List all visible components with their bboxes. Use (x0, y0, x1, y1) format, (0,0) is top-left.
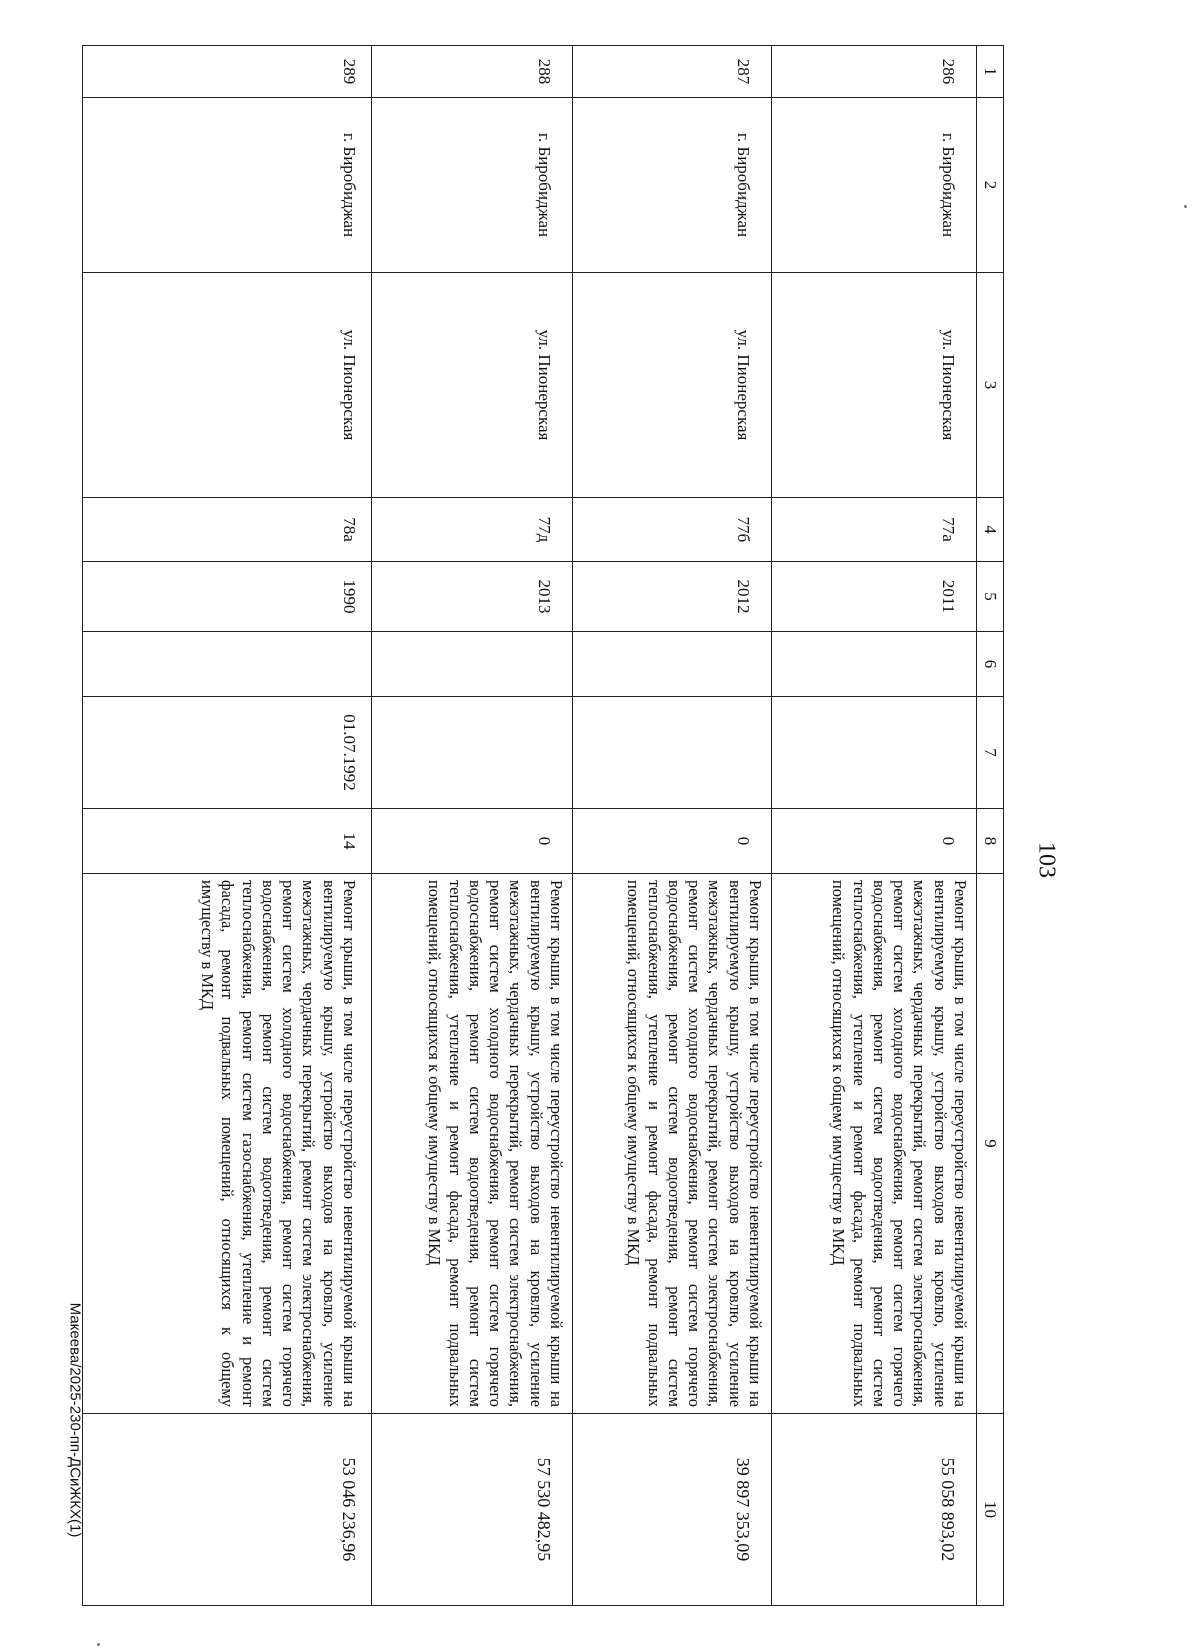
cost-cell: 39 897 353,09 (573, 1414, 772, 1606)
cost-cell: 57 530 482,95 (372, 1414, 573, 1606)
date-cell (772, 697, 977, 809)
column-header-9: 9 (977, 874, 1004, 1414)
column-header-1: 1 (977, 46, 1004, 98)
column-8-cell: 0 (573, 809, 772, 874)
table-row (83, 46, 372, 1606)
date-cell (573, 697, 772, 809)
city-cell: г. Биробиджан (83, 98, 372, 273)
row-number: 288 (372, 46, 573, 98)
house-cell: 77а (772, 498, 977, 562)
repair-program-table (126, 45, 1004, 1605)
column-header-5: 5 (977, 562, 1004, 632)
column-header-10: 10 (977, 1414, 1004, 1606)
year-cell: 2011 (772, 562, 977, 632)
date-cell: 01.07.1992 (83, 697, 372, 809)
column-6-cell (573, 632, 772, 697)
cost-cell: 53 046 236,96 (83, 1414, 372, 1606)
document-reference-footer: Макеева/2025-230-пп-ДСиЖКХ(1) (66, 1302, 84, 1538)
column-8-cell: 0 (372, 809, 573, 874)
column-8-cell: 0 (772, 809, 977, 874)
street-cell: ул. Пионерская (772, 273, 977, 498)
works-cell: Ремонт крыши, в том числе переустройство невентилируемой крыши на вентилируемую крышу, устройство выходов на кровлю, усиление межэтажных, чердачных перекрытий, ремонт систем электроснабжения, ремонт систем холодного водоснабжения, ремонт систем горячего водоснабжения, ремонт систем водоотведения, ремонт систем теплоснабжения, утепление и ремонт фасада, ремонт подвальных помещений, относящихся к общему имуществу в МКД (372, 874, 573, 1414)
row-number: 287 (573, 46, 772, 98)
scan-speck (1184, 205, 1187, 208)
column-6-cell (83, 632, 372, 697)
year-cell: 2012 (573, 562, 772, 632)
column-8-cell: 14 (83, 809, 372, 874)
column-header-2: 2 (977, 98, 1004, 273)
scan-speck (97, 1643, 100, 1646)
row-number: 289 (83, 46, 372, 98)
year-cell: 1990 (83, 562, 372, 632)
house-cell: 78а (83, 498, 372, 562)
cost-cell: 55 058 893,02 (772, 1414, 977, 1606)
column-header-6: 6 (977, 632, 1004, 697)
table-row (372, 46, 573, 1606)
year-cell: 2013 (372, 562, 573, 632)
street-cell: ул. Пионерская (573, 273, 772, 498)
row-number: 286 (772, 46, 977, 98)
header-row (977, 46, 1004, 1606)
house-cell: 77б (573, 498, 772, 562)
column-header-4: 4 (977, 498, 1004, 562)
works-cell: Ремонт крыши, в том числе переустройство невентилируемой крыши на вентилируемую крышу, устройство выходов на кровлю, усиление межэтажных, чердачных перекрытий, ремонт систем электроснабжения, ремонт систем холодного водоснабжения, ремонт систем горячего водоснабжения, ремонт систем водоотведения, ремонт систем теплоснабжения, ремонт систем газоснабжения, утепление и ремонт фасада, ремонт подвальных помещений, относящихся к общему имуществу в МКД (83, 874, 372, 1414)
house-cell: 77д (372, 498, 573, 562)
page-number: 103 (1033, 842, 1060, 878)
column-6-cell (772, 632, 977, 697)
city-cell: г. Биробиджан (573, 98, 772, 273)
table-row (573, 46, 772, 1606)
table-row (772, 46, 977, 1606)
works-cell: Ремонт крыши, в том числе переустройство невентилируемой крыши на вентилируемую крышу, устройство выходов на кровлю, усиление межэтажных, чердачных перекрытий, ремонт систем электроснабжения, ремонт систем холодного водоснабжения, ремонт систем горячего водоснабжения, ремонт систем водоотведения, ремонт систем теплоснабжения, утепление и ремонт фасада, ремонт подвальных помещений, относящихся к общему имуществу в МКД (573, 874, 772, 1414)
city-cell: г. Биробиджан (372, 98, 573, 273)
city-cell: г. Биробиджан (772, 98, 977, 273)
column-6-cell (372, 632, 573, 697)
street-cell: ул. Пионерская (372, 273, 573, 498)
column-header-3: 3 (977, 273, 1004, 498)
street-cell: ул. Пионерская (83, 273, 372, 498)
column-header-8: 8 (977, 809, 1004, 874)
column-header-7: 7 (977, 697, 1004, 809)
date-cell (372, 697, 573, 809)
works-cell: Ремонт крыши, в том числе переустройство невентилируемой крыши на вентилируемую крышу, устройство выходов на кровлю, усиление межэтажных, чердачных перекрытий, ремонт систем электроснабжения, ремонт систем холодного водоснабжения, ремонт систем горячего водоснабжения, ремонт систем водоотведения, ремонт систем теплоснабжения, утепление и ремонт фасада, ремонт подвальных помещений, относящихся к общему имуществу в МКД (772, 874, 977, 1414)
